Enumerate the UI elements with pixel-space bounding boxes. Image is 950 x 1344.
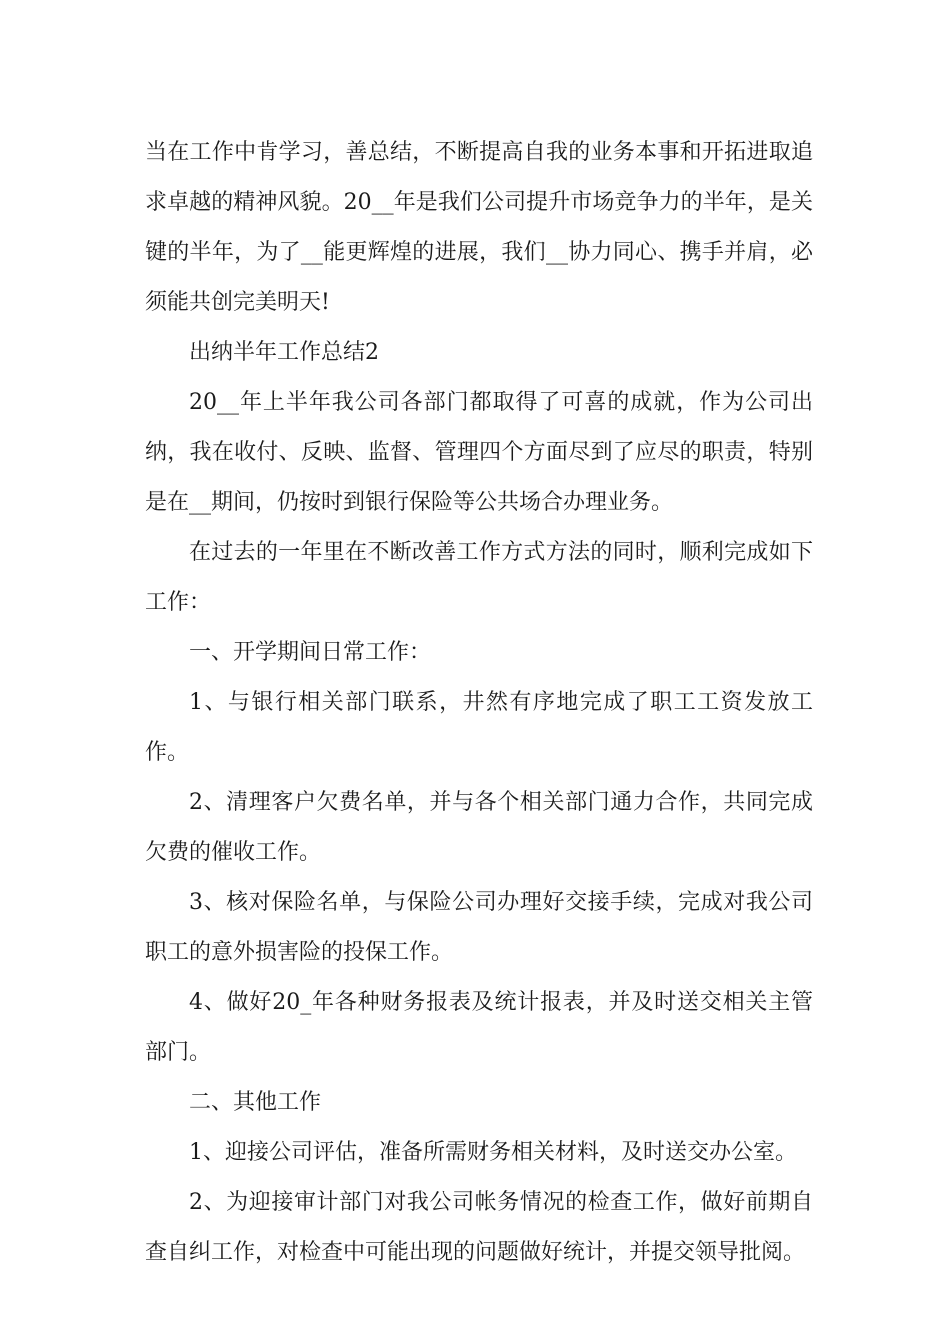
paragraph: 20__年上半年我公司各部门都取得了可喜的成就，作为公司出纳，我在收付、反映、监督、管理四个方面尽到了应尽的职责，特别是在__期间，仍按时到银行保险等公共场合办理业务。 <box>145 390 813 515</box>
paragraph-continuation: 当在工作中肯学习，善总结，不断提高自我的业务本事和开拓进取追求卓越的精神风貌。20__年是我们公司提升市场竞争力的半年，是关键的半年，为了__能更辉煌的进展，我们__协力同心、携手并肩，必须能共创完美明天! <box>145 140 813 315</box>
section-title: 出纳半年工作总结2 <box>189 340 379 365</box>
subheading: 二、其他工作 <box>189 1090 322 1115</box>
list-item: 1、迎接公司评估，准备所需财务相关材料，及时送交办公室。 <box>189 1140 797 1165</box>
paragraph: 在过去的一年里在不断改善工作方式方法的同时，顺利完成如下工作： <box>145 540 813 615</box>
list-item: 2、为迎接审计部门对我公司帐务情况的检查工作，做好前期自查自纠工作，对检查中可能出现的问题做好统计，并提交领导批阅。 <box>145 1190 813 1265</box>
list-item: 1、与银行相关部门联系，井然有序地完成了职工工资发放工作。 <box>145 690 813 765</box>
list-item: 2、清理客户欠费名单，并与各个相关部门通力合作，共同完成欠费的催收工作。 <box>145 790 813 865</box>
subheading: 一、开学期间日常工作： <box>189 640 432 665</box>
list-item: 3、核对保险名单，与保险公司办理好交接手续，完成对我公司职工的意外损害险的投保工作。 <box>145 890 813 965</box>
document-body <box>145 128 813 1278</box>
list-item: 4、做好20_年各种财务报表及统计报表，并及时送交相关主管部门。 <box>145 990 813 1065</box>
